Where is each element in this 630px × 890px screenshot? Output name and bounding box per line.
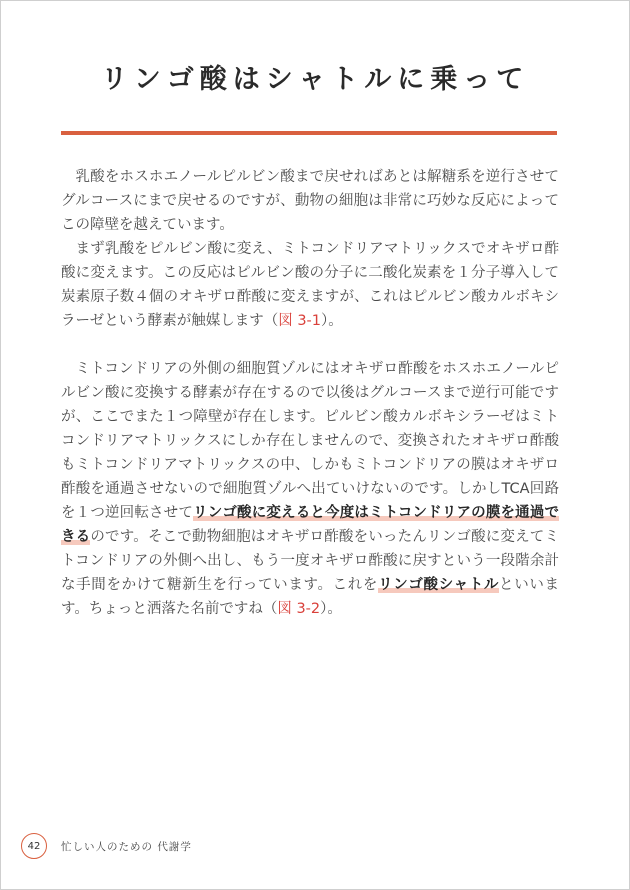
- paragraph-2-end: ）。: [321, 313, 343, 329]
- running-title: 忙しい人のための 代謝学: [61, 840, 192, 853]
- paragraph-3-part-2: のです。そこで動物細胞はオキザロ酢酸をいったんリンゴ酸に変えてミトコンドリアの外側へ出し、もう一度オキザロ酢酸に戻すという一段階余計な手間をかけて糖新生を行っています。これを: [61, 529, 559, 593]
- page-number-badge: 42: [21, 833, 47, 859]
- paragraph-3-end: ）。: [320, 601, 342, 617]
- page-title: リンゴ酸はシャトルに乗って: [100, 64, 530, 95]
- body-text: [61, 165, 559, 621]
- highlight-malate-membrane: リンゴ酸に変えると今度はミトコンドリアの膜を通過できる: [61, 505, 560, 545]
- paragraph-2-text: まず乳酸をピルビン酸に変え、ミトコンドリアマトリックスでオキザロ酢酸に変えます。この反応はピルビン酸の分子に二酸化炭素を１分子導入して炭素原子数４個のオキザロ酢酸に変えますが、これはピルビン酸カルボキシラーゼという酵素が触媒します（: [61, 241, 559, 329]
- figure-ref-3-1[interactable]: 図 3-1: [278, 313, 322, 329]
- title-underline: [61, 131, 557, 135]
- paragraph-3-part-1: ミトコンドリアの外側の細胞質ゾルにはオキザロ酢酸をホスホエノールピルビン酸に変換する酵素が存在するので以後はグルコースまで逆行可能ですが、ここでまた１つ障壁が存在します。ピルビン酸カルボキシラーゼはミトコンドリアマトリックスにしか存在しませんので、変換されたオキザロ酢酸もミトコンドリアマトリックスの中、しかもミトコンドリアの膜はオキザロ酢酸を通過させないので細胞質ゾルへ出ていけないのです。しかしTCA回路を１つ逆回転させて: [61, 361, 559, 521]
- page-footer: [21, 833, 192, 859]
- figure-ref-3-2[interactable]: 図 3-2: [277, 601, 321, 617]
- paragraph-1: 乳酸をホスホエノールピルビン酸まで戻せればあとは解糖系を逆行させてグルコースにまで戻せるのですが、動物の細胞は非常に巧妙な反応によってこの障壁を越えています。: [61, 169, 559, 233]
- paragraph-3: [61, 357, 559, 621]
- paragraph-gap: [61, 333, 559, 357]
- paragraph-2: [61, 237, 559, 333]
- highlight-malate-shuttle: リンゴ酸シャトル: [378, 577, 500, 593]
- paragraph-3-part-3: といいます。ちょっと洒落た名前ですね（: [61, 577, 560, 617]
